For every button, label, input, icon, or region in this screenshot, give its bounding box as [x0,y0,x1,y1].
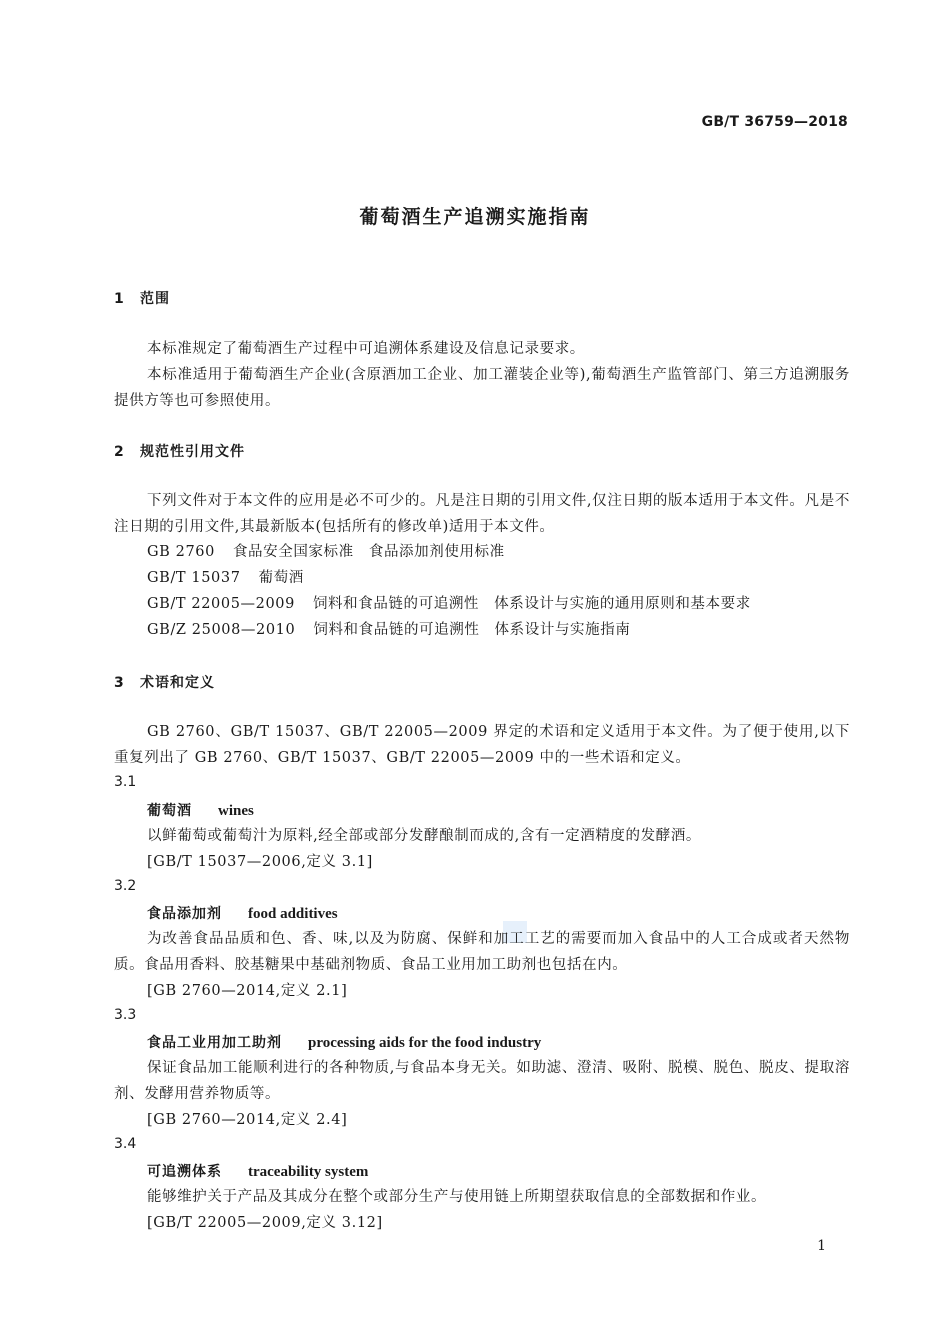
paragraph: 本标准规定了葡萄酒生产过程中可追溯体系建设及信息记录要求。 [147,341,585,357]
term-definition: 能够维护关于产品及其成分在整个或部分生产与使用链上所期望获取信息的全部数据和作业。 [147,1189,767,1205]
term-heading [147,800,254,820]
reference-code: GB 2760 [147,544,215,560]
section-number: 2 [114,444,125,460]
term-zh: 可追溯体系 [147,1164,222,1180]
term-zh: 食品添加剂 [147,906,222,922]
term-en: wines [218,803,254,819]
term-heading [147,903,338,923]
term-source: [GB 2760—2014,定义 2.1] [147,983,348,999]
reference-item [147,540,505,561]
term-zh: 食品工业用加工助剂 [147,1035,282,1051]
reference-item [147,618,630,639]
term-heading [147,1161,368,1181]
term-number: 3.1 [114,774,137,790]
section-number: 1 [114,291,125,307]
reference-item [147,566,304,587]
term-number: 3.3 [114,1007,137,1023]
term-number: 3.4 [114,1136,137,1152]
section-title: 术语和定义 [140,675,215,691]
term-en: food additives [248,906,338,922]
paragraph: GB 2760、GB/T 15037、GB/T 22005—2009 界定的术语和定义适用于本文件。为了便于使用,以下重复列出了 GB 2760、GB/T 15037、GB/T 22005—2009 中的一些术语和定义。 [114,724,850,766]
standard-number: GB/T 36759—2018 [701,114,848,130]
reference-code: GB/Z 25008—2010 [147,622,296,638]
section-title: 规范性引用文件 [140,444,245,460]
document-title: 葡萄酒生产追溯实施指南 [359,206,591,228]
paragraph: 下列文件对于本文件的应用是必不可少的。凡是注日期的引用文件,仅注日期的版本适用于本文件。凡是不注日期的引用文件,其最新版本(包括所有的修改单)适用于本文件。 [114,493,850,535]
section-1-heading [114,288,170,308]
term-definition: 为改善食品品质和色、香、味,以及为防腐、保鲜和加工工艺的需要而加入食品中的人工合成或者天然物质。食品用香料、胶基糖果中基础剂物质、食品工业用加工助剂也包括在内。 [114,931,850,973]
reference-code: GB/T 15037 [147,570,241,586]
term-source: [GB/T 15037—2006,定义 3.1] [147,854,373,870]
term-definition: 保证食品加工能顺利进行的各种物质,与食品本身无关。如助滤、澄清、吸附、脱模、脱色、脱皮、提取溶剂、发酵用营养物质等。 [114,1060,850,1102]
reference-title: 饲料和食品链的可追溯性 体系设计与实施指南 [313,622,631,638]
term-number: 3.2 [114,878,137,894]
term-heading [147,1032,541,1052]
reference-item [147,592,751,613]
term-source: [GB 2760—2014,定义 2.4] [147,1112,348,1128]
term-definition: 以鲜葡萄或葡萄汁为原料,经全部或部分发酵酿制而成的,含有一定酒精度的发酵酒。 [147,828,702,844]
term-source: [GB/T 22005—2009,定义 3.12] [147,1215,383,1231]
term-en: processing aids for the food industry [308,1035,542,1051]
reference-title: 葡萄酒 [258,570,304,586]
reference-code: GB/T 22005—2009 [147,596,295,612]
page-number: 1 [817,1238,826,1254]
paragraph: 本标准适用于葡萄酒生产企业(含原酒加工企业、加工灌装企业等),葡萄酒生产监管部门、第三方追溯服务提供方等也可参照使用。 [114,367,850,409]
section-2-heading [114,441,245,461]
section-number: 3 [114,675,125,691]
term-en: traceability system [248,1164,369,1180]
reference-title: 食品安全国家标准 食品添加剂使用标准 [232,544,505,560]
section-title: 范围 [140,291,170,307]
reference-title: 饲料和食品链的可追溯性 体系设计与实施的通用原则和基本要求 [312,596,751,612]
term-zh: 葡萄酒 [147,803,192,819]
section-3-heading [114,672,215,692]
